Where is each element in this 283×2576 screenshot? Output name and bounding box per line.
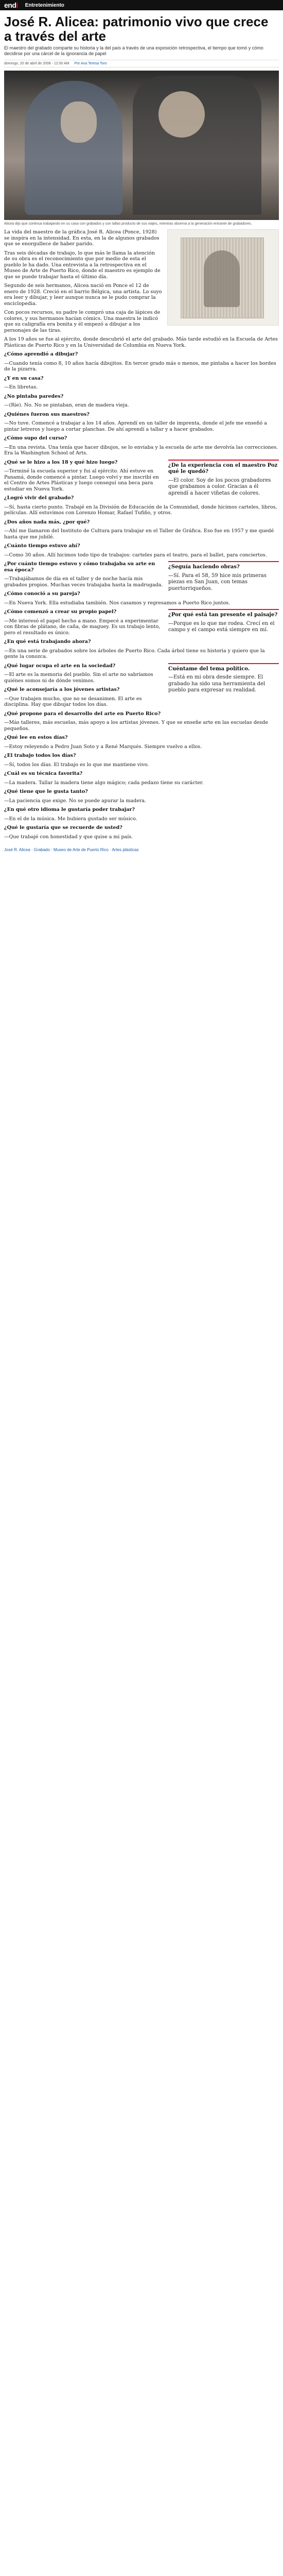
pull-question: ¿Por qué está tan presente el paisaje? <box>168 612 278 618</box>
pull-answer: —El color. Soy de los pocos grabadores que grabamos a color. Gracias a él aprendí a hacer viñetas de colores. <box>168 477 271 496</box>
interview-answer: —En Nueva York. Ella estudiaba también. Nos casamos y regresamos a Puerto Rico juntos. <box>4 600 231 606</box>
intro-paragraph: A los 19 años se fue al ejército, donde descubrió el arte del grabado. Más tarde estudió en la Escuela de Artes Plásticas de Puerto Rico y en la Universidad de Columbia en Nueva York. <box>4 336 278 348</box>
pull-question: ¿Seguía haciendo obras? <box>168 564 240 570</box>
inline-image-figure <box>204 250 240 307</box>
pull-qa <box>168 663 279 697</box>
interview-question: ¿Qué propone para el desarrollo del arte en Puerto Rico? <box>4 710 161 717</box>
logo-main: end <box>4 1 16 9</box>
interview-question: ¿Cuánto tiempo estuvo ahí? <box>4 543 80 549</box>
pull-answer: —Sí. Para el 58, 59 hice mis primeras piezas en San Juan, con temas puertorriqueños. <box>168 572 267 591</box>
interview-question: ¿En qué está trabajando ahora? <box>4 639 91 645</box>
interview-question: ¿Qué lee en estos días? <box>4 735 68 740</box>
article-headline: José R. Alicea: patrimonio vivo que crece a través del arte <box>4 14 269 44</box>
interview-answer: —Que trabajé con honestidad y que quise a mi país. <box>4 834 133 840</box>
interview-answer: —En el de la música. Me hubiera gustado ser músico. <box>4 816 137 822</box>
lead-image-caption: Alicea dijo que continua trabajando en su casa con grabados y con tallas producto de sus viajes, mientras observa a la generación entrante de grabadores. <box>4 222 252 226</box>
interview-question: ¿El trabajo todos los días? <box>4 753 76 758</box>
interview-question: ¿Quiénes fueron sus maestros? <box>4 411 90 417</box>
article <box>0 10 283 853</box>
interview-question: ¿Cómo conoció a su pareja? <box>4 591 80 597</box>
interview-question: ¿En qué otro idioma le gustaría poder trabajar? <box>4 807 135 812</box>
interview-question: ¿No pintaba paredes? <box>4 393 64 399</box>
interview-answer: —En libretas. <box>4 384 38 390</box>
interview-answer: —El arte es la memoria del pueblo. Sin el arte no sabríamos quiénes somos ni de dónde venimos. <box>4 672 153 684</box>
interview-question: ¿Cómo aprendió a dibujar? <box>4 351 78 357</box>
intro-paragraph: Tras seis décadas de trabajo, lo que más le llama la atención de su obra es el reconocimiento que por medio de esta el pueblo le ha dado. Una entrevista a la retrospectiva en el Museo de Arte de Puerto Rico, donde el maestro es ejemplo de que se puede trabajar hasta el último día. <box>4 250 161 280</box>
pull-qa <box>168 460 279 500</box>
pull-qa <box>168 561 279 595</box>
interview-answer: —Sí, todos los días. El trabajo es lo que me mantiene vivo. <box>4 761 149 768</box>
interview-answer: —Sí, hasta cierto punto. Trabajé en la División de Educación de la Comunidad, donde hicimos carteles, libros, películas. Allí estuvimos con Lorenzo Homar, Rafael Tufiño, y otros. <box>4 504 277 516</box>
interview-question: ¿Logró vivir del grabado? <box>4 495 74 501</box>
interview-answer: —Terminé la escuela superior y fui al ejército. Ahí estuve en Panamá, donde comencé a pintar. Luego volví y me inscribí en el Centro de Artes Plásticas y luego conseguí una beca para estudiar en Nueva York. <box>4 468 159 492</box>
article-date: domingo, 20 de abril de 2008 - 12:00 AM <box>4 62 69 65</box>
interview-answer: —Que trabajen mucho, que no se desanimen. El arte es disciplina. Hay que dibujar todos los días. <box>4 696 142 707</box>
interview-question: ¿Cuál es su técnica favorita? <box>4 771 83 776</box>
interview-answer: —Ahí me llamaron del Instituto de Cultura para trabajar en el Taller de Gráfica. Eso fue en 1957 y me quedé hasta que me jubilé. <box>4 528 274 540</box>
interview-answer: —La madera. Tallar la madera tiene algo mágico; cada pedazo tiene su carácter. <box>4 779 204 786</box>
interview-question: ¿Cómo comenzó a crear su propio papel? <box>4 609 117 615</box>
qa-section <box>4 351 279 840</box>
pull-question: Cuéntame del tema político. <box>168 666 250 672</box>
interview-question: ¿Qué lugar ocupa el arte en la sociedad? <box>4 663 116 669</box>
intro-paragraph: Segundo de seis hermanos, Alicea nació en Ponce el 12 de enero de 1928. Creció en el barrio Bélgica, una artista. Lo suyo era leer y dibujar, y leer aunque nunca se le pudo comprar la enciclopedia. <box>4 283 162 307</box>
intro-paragraph: Con pocos recursos, su padre le compró una caja de lápices de colores, y sus hermanos hacían cómics. Una maestra le indicó que su caligrafía era bonita y él empezó a dibujar a los personajes de las tiras. <box>4 310 161 333</box>
section-name[interactable]: Entretenimiento <box>25 2 64 8</box>
interview-question: ¿Qué se le hizo a los 18 y qué hizo luego? <box>4 459 118 465</box>
interview-question: ¿Qué le aconsejaría a los jóvenes artistas? <box>4 687 120 692</box>
interview-answer: —No tuve. Comencé a trabajar a los 14 años. Aprendí en un taller de imprenta, donde el jefe me enseñó a pintar letreros y luego a cortar planchas. De ahí aprendí a tallar y a hacer grabados. <box>4 420 267 432</box>
interview-answer: —Más talleres, más escuelas, más apoyo a los artistas jóvenes. Y que se enseñe arte en las escuelas desde pequeños. <box>4 720 268 732</box>
interview-answer: —Estoy releyendo a Pedro Juan Soto y a René Marqués. Siempre vuelvo a ellos. <box>4 743 202 750</box>
lead-image <box>4 71 279 220</box>
inline-image <box>167 229 279 326</box>
interview-answer: —Cuando tenía como 8, 10 años hacía dibujitos. En tercer grado más o menos, me pintaba a hacer los bordes de la pizarra. <box>4 360 276 372</box>
pull-answer: —Porque es lo que me rodea. Crecí en el campo y el campo está siempre en mí. <box>168 620 275 633</box>
interview-question: ¿Y en su casa? <box>4 375 44 381</box>
interview-question: ¿Dos años nada más, ¿por qué? <box>4 519 90 525</box>
interview-question: ¿Qué le gustaría que se recuerde de usted? <box>4 825 122 831</box>
article-body <box>4 229 279 853</box>
site-header <box>0 0 283 10</box>
pull-answer: —Está en mi obra desde siempre. El grabado ha sido una herramienta del pueblo para expresar su realidad. <box>168 674 266 693</box>
intro-paragraph: La vida del maestro de la gráfica José R. Alicea (Ponce, 1928) se inspira en la intensidad. En esta, en la de algunos grabados que se enorgullece de haber parido. <box>4 229 160 247</box>
article-dek: El maestro del grabado comparte su historia y la del país a través de una exposición retrospectiva, el tiempo que tomó y cómo decidirse por una cárcel de la ignorancia de papel <box>4 45 263 56</box>
pull-qa <box>168 609 279 637</box>
site-logo[interactable] <box>4 1 18 9</box>
article-meta <box>4 60 279 67</box>
interview-question: ¿Cómo supo del curso? <box>4 435 67 441</box>
interview-question: ¿Por cuánto tiempo estuvo y cómo trabajaba su arte en esa época? <box>4 561 155 573</box>
pull-question: ¿De la experiencia con el maestro Poz qué le quedó? <box>168 462 278 474</box>
logo-accent: i <box>16 1 18 9</box>
interview-answer: —En una serie de grabados sobre los árboles de Puerto Rico. Cada árbol tiene su historia y quiero que la gente la conozca. <box>4 648 265 659</box>
interview-answer: —Como 30 años. Allí hicimos todo tipo de trabajos: carteles para el teatro, para el ballet, para conciertos. <box>4 552 267 558</box>
article-tags[interactable]: José R. Alicea · Grabado · Museo de Arte de Puerto Rico · Artes plásticas <box>4 848 139 852</box>
interview-question: ¿Qué tiene que le gusta tanto? <box>4 789 88 794</box>
lead-image-face-right <box>158 91 205 138</box>
lead-image-face-left <box>61 101 97 143</box>
interview-answer: —(Ríe). No. No se pintaban, eran de madera vieja. <box>4 402 129 408</box>
lead-image-figure-left <box>25 81 122 215</box>
interview-answer: —Trabajábamos de día en el taller y de noche hacía mis grabados propios. Muchas veces trabajaba hasta la madrugada. <box>4 576 163 588</box>
interview-answer: —En una revista. Una tenía que hacer dibujos, se lo enviaba y la escuela de arte me devolvía las correcciones. Era la Washington School of Arts. <box>4 444 278 456</box>
interview-answer: —La paciencia que exige. No se puede apurar la madera. <box>4 798 147 804</box>
article-author[interactable]: Por Ana Teresa Toro <box>74 62 107 65</box>
interview-answer: —Me interesó el papel hecho a mano. Empecé a experimentar con fibras de plátano, de caña, de maguey. Es un trabajo lento, pero el resultado es único. <box>4 618 161 636</box>
